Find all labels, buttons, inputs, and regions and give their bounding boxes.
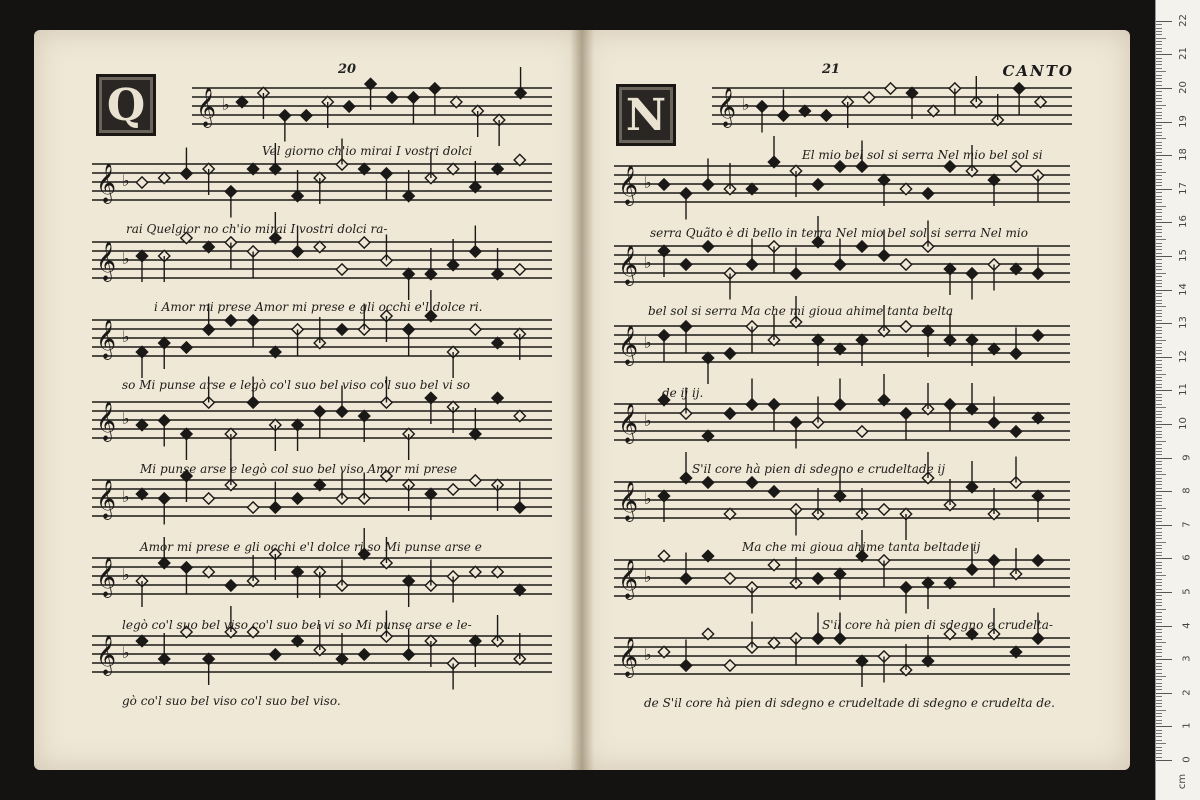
lyric-line: bel sol si serra Ma che mi gioua ahime tanta belta: [648, 304, 954, 318]
ruler-tick: [1156, 558, 1172, 559]
note: [247, 502, 258, 513]
lyric-line: serra Quãto è di bello in terra Nel mio bel sol si serra Nel mio: [650, 226, 1028, 240]
note: [680, 259, 691, 270]
ruler-tick: [1156, 88, 1172, 89]
note: [821, 110, 832, 121]
note: [1010, 161, 1021, 172]
note: [856, 426, 867, 437]
note: [447, 484, 458, 495]
ruler-label: 5: [1181, 588, 1193, 595]
note: [470, 475, 481, 486]
note: [768, 486, 779, 497]
ruler-tick: [1156, 155, 1172, 156]
lyric-line: de S'il core hà pien di sdegno e crudeltade di sdegno e crudelta de.: [644, 696, 1055, 710]
note: [359, 237, 370, 248]
note: [900, 259, 911, 270]
svg-text:♭: ♭: [122, 643, 130, 662]
note: [1032, 555, 1043, 566]
note: [336, 264, 347, 275]
note: [181, 342, 192, 353]
ruler-label: 21: [1178, 47, 1190, 61]
ruler-tick: [1156, 222, 1172, 223]
note: [885, 83, 896, 94]
ruler-tick: [1156, 659, 1172, 660]
clef-icon: 𝄞: [618, 245, 639, 285]
ruler-tick: [1156, 290, 1172, 291]
ruler-tick: [1156, 693, 1172, 694]
clef-icon: 𝄞: [96, 319, 117, 359]
lyric-line: de ij ij.: [662, 386, 704, 400]
svg-text:♭: ♭: [644, 333, 652, 352]
note: [270, 649, 281, 660]
clef-icon: 𝄞: [96, 401, 117, 441]
clef-icon: 𝄞: [618, 403, 639, 443]
ruler-tick: [1156, 525, 1172, 526]
note: [878, 504, 889, 515]
ruler-tick: [1156, 592, 1172, 593]
note: [944, 161, 955, 172]
clef-icon: 𝄞: [716, 87, 737, 127]
lyric-line: Ma che mi gioua ahime tanta beltade ij: [742, 540, 981, 554]
ruler-tick: [1156, 122, 1172, 123]
ruler-label: 8: [1181, 487, 1193, 494]
svg-text:♭: ♭: [644, 253, 652, 272]
svg-text:♭: ♭: [644, 489, 652, 508]
ruler-label: 17: [1178, 181, 1190, 195]
initial-letter: Q: [106, 79, 146, 131]
svg-text:♭: ♭: [644, 173, 652, 192]
ruler-tick: [1156, 54, 1172, 55]
ruler-label: 15: [1178, 249, 1190, 262]
note: [724, 408, 735, 419]
ruler-label: 2: [1181, 689, 1193, 696]
ruler-unit: cm: [1176, 773, 1188, 790]
ruler-tick: [1156, 458, 1172, 459]
ruler-tick: [1156, 626, 1172, 627]
clef-icon: 𝄞: [618, 481, 639, 521]
note: [470, 324, 481, 335]
measurement-ruler: [1155, 0, 1200, 800]
open-book: [22, 24, 1134, 776]
note: [343, 101, 354, 112]
ruler-label: 19: [1178, 114, 1190, 128]
ruler-label: 4: [1181, 621, 1193, 629]
ruler-label: 11: [1178, 383, 1190, 397]
ruler-label: 12: [1178, 349, 1190, 363]
ruler-tick: [1156, 760, 1172, 761]
ruler-tick: [1156, 323, 1172, 324]
note: [136, 177, 147, 188]
svg-text:♭: ♭: [122, 327, 130, 346]
lyric-line: rai Quelgior no ch'io mirai I vostri dolci ra-: [126, 222, 388, 236]
clef-icon: 𝄞: [96, 241, 117, 281]
note: [225, 580, 236, 591]
ruler-tick: [1156, 390, 1172, 391]
ruler-label: 13: [1178, 316, 1190, 330]
ruler-label: 14: [1178, 282, 1190, 296]
note: [702, 241, 713, 252]
clef-icon: 𝄞: [618, 637, 639, 677]
lyric-line: S'il core hà pien di sdegno e crudeltade ij: [692, 462, 946, 476]
clef-icon: 𝄞: [618, 559, 639, 599]
ruler-tick: [1156, 726, 1172, 727]
svg-text:♭: ♭: [222, 95, 230, 114]
ruler-tick: [1156, 357, 1172, 358]
svg-text:♭: ♭: [644, 411, 652, 430]
clef-icon: 𝄞: [96, 479, 117, 519]
ruler-label: 3: [1181, 655, 1193, 662]
lyric-line: El mio bel sol si serra Nel mio bel sol si: [802, 148, 1043, 162]
ruler-label: 20: [1178, 81, 1190, 94]
ruler-tick: [1156, 491, 1172, 492]
note: [359, 649, 370, 660]
lyric-line: Amor mi prese e gli occhi e'l dolce ri so Mi punse arse e: [140, 540, 482, 554]
staff: [192, 67, 552, 146]
note: [724, 348, 735, 359]
ruler-label: 10: [1178, 417, 1190, 430]
note: [856, 241, 867, 252]
ruler-label: 7: [1181, 521, 1193, 528]
note: [386, 92, 397, 103]
svg-text:♭: ♭: [644, 567, 652, 586]
ruler-tick: [1156, 189, 1172, 190]
note: [702, 477, 713, 488]
ruler-label: 16: [1178, 215, 1190, 229]
ruler-label: 9: [1181, 453, 1193, 461]
svg-text:♭: ♭: [122, 249, 130, 268]
lyric-line: so Mi punse arse e legò co'l suo bel viso co'l suo bel vi so: [122, 378, 471, 392]
ruler-tick: [1156, 424, 1172, 425]
clef-icon: 𝄞: [96, 557, 117, 597]
ruler-label: 22: [1178, 13, 1190, 27]
note: [724, 660, 735, 671]
voice-label: CANTO: [1002, 62, 1074, 80]
note: [203, 493, 214, 504]
lyric-line: S'il core hà pien di sdegno e crudelta-: [822, 618, 1053, 632]
right-page-number: 21: [822, 62, 841, 77]
lyric-line: legò co'l suo bel viso co'l suo bel vi so Mi punse arse e le-: [122, 618, 472, 632]
note: [900, 321, 911, 332]
note: [1010, 426, 1021, 437]
note: [336, 324, 347, 335]
music-staves: [22, 24, 1134, 776]
ruler-label: 0: [1181, 756, 1193, 763]
lyric-line: Mi punse arse e legò col suo bel viso Amor mi prese: [140, 462, 458, 476]
note: [724, 573, 735, 584]
svg-text:♭: ♭: [122, 171, 130, 190]
note: [658, 179, 669, 190]
clef-icon: 𝄞: [96, 635, 117, 675]
note: [834, 161, 845, 172]
note: [514, 264, 525, 275]
svg-text:♭: ♭: [122, 409, 130, 428]
ruler-label: 1: [1181, 722, 1193, 730]
note: [292, 493, 303, 504]
clef-icon: 𝄞: [96, 163, 117, 203]
note: [812, 179, 823, 190]
lyric-line: Vel giorno ch'io mirai I vostri dolci: [262, 144, 473, 158]
ruler-label: 18: [1178, 148, 1190, 162]
staff: [712, 76, 1072, 133]
svg-text:♭: ♭: [644, 645, 652, 664]
lyric-line: gò co'l suo bel viso co'l suo bel viso.: [122, 694, 341, 708]
clef-icon: 𝄞: [618, 165, 639, 205]
note: [812, 573, 823, 584]
note: [225, 315, 236, 326]
note: [301, 110, 312, 121]
note: [922, 188, 933, 199]
left-page-number: 20: [338, 62, 357, 77]
note: [1032, 330, 1043, 341]
ruler-tick: [1156, 256, 1172, 257]
clef-icon: 𝄞: [196, 87, 217, 127]
clef-icon: 𝄞: [618, 325, 639, 365]
svg-text:♭: ♭: [742, 95, 750, 114]
note: [746, 477, 757, 488]
svg-text:♭: ♭: [122, 565, 130, 584]
svg-text:♭: ♭: [122, 487, 130, 506]
initial-letter: N: [625, 89, 667, 141]
lyric-line: i Amor mi prese Amor mi prese e gli occhi e'l dolce ri.: [154, 300, 483, 314]
ruler-tick: [1156, 21, 1172, 22]
note: [863, 92, 874, 103]
ruler-label: 6: [1181, 554, 1193, 562]
